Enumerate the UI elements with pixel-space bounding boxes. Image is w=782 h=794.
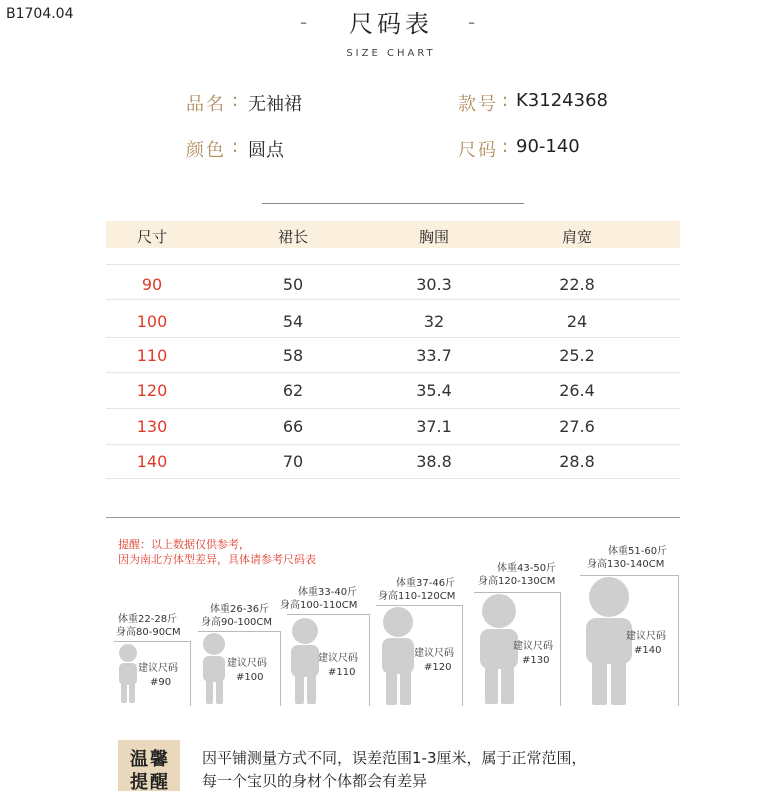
cell-shoulder: 24 xyxy=(566,312,588,331)
figure-height: 身高130-140CM xyxy=(587,559,665,570)
section-divider xyxy=(106,517,680,518)
figure-height: 身高110-120CM xyxy=(378,591,456,602)
cell-chest: 38.8 xyxy=(416,452,452,471)
figure-weight: 体重22-28斤 xyxy=(118,614,178,625)
name-colon: : xyxy=(232,90,239,111)
tip-line-1: 因平铺测量方式不同，误差范围1-3厘米，属于正常范围， xyxy=(202,749,587,767)
header-length: 裙长 xyxy=(277,228,308,246)
cell-shoulder: 22.8 xyxy=(559,275,595,294)
figure-weight: 体重43-50斤 xyxy=(497,563,557,574)
color-label: 颜色 xyxy=(186,140,226,161)
figure-suggest: 建议尺码 xyxy=(626,631,666,642)
cell-chest: 30.3 xyxy=(416,275,452,294)
cell-shoulder: 25.2 xyxy=(559,346,595,365)
row-divider xyxy=(106,299,680,300)
cell-length: 62 xyxy=(282,381,304,400)
figure-height: 身高90-100CM xyxy=(201,617,273,628)
cell-length: 70 xyxy=(282,452,304,471)
figure-size: #90 xyxy=(150,677,172,688)
notice-line-1: 提醒：以上数据仅供参考， xyxy=(118,538,250,551)
figure-suggest: 建议尺码 xyxy=(513,641,553,652)
row-divider xyxy=(106,337,680,338)
cell-shoulder: 28.8 xyxy=(559,452,595,471)
size-colon: : xyxy=(502,136,509,157)
cell-length: 66 xyxy=(282,417,304,436)
cell-size: 140 xyxy=(136,452,168,471)
title-dash-left: - xyxy=(300,10,308,34)
figure-weight: 体重33-40斤 xyxy=(298,587,358,598)
figure-size: #100 xyxy=(236,672,264,683)
code-label: 款号 xyxy=(458,94,498,115)
tip-title-1: 温馨 xyxy=(130,749,170,770)
color-colon: : xyxy=(232,136,239,157)
figure-weight: 体重51-60斤 xyxy=(608,546,668,557)
name-value: 无袖裙 xyxy=(248,94,302,115)
code-colon: : xyxy=(502,90,509,111)
cell-size: 110 xyxy=(136,346,168,365)
page-subtitle: SIZE CHART xyxy=(346,48,436,59)
cell-size: 130 xyxy=(136,417,168,436)
tip-title-2: 提醒 xyxy=(130,772,170,793)
row-divider xyxy=(106,264,680,265)
page-title: 尺码表 xyxy=(349,10,433,38)
row-divider xyxy=(106,408,680,409)
figure-suggest: 建议尺码 xyxy=(138,663,178,674)
cell-size: 90 xyxy=(141,275,163,294)
color-value: 圆点 xyxy=(248,140,284,161)
size-label: 尺码 xyxy=(458,140,498,161)
title-dash-right: - xyxy=(468,10,476,34)
figure-height: 身高80-90CM xyxy=(116,627,181,638)
figure-size: #130 xyxy=(522,655,550,666)
cell-length: 58 xyxy=(282,346,304,365)
figure-suggest: 建议尺码 xyxy=(227,658,267,669)
tip-line-2: 每一个宝贝的身材个体都会有差异 xyxy=(202,772,428,790)
header-shoulder: 肩宽 xyxy=(561,228,592,246)
figure-suggest: 建议尺码 xyxy=(318,653,358,664)
cell-chest: 35.4 xyxy=(416,381,452,400)
row-divider xyxy=(106,444,680,445)
cell-chest: 33.7 xyxy=(416,346,452,365)
notice-line-2: 因为南北方体型差异，具体请参考尺码表 xyxy=(118,553,316,566)
figure-size: #110 xyxy=(328,667,356,678)
cell-shoulder: 26.4 xyxy=(559,381,595,400)
header-chest: 胸围 xyxy=(418,228,449,246)
cell-chest: 32 xyxy=(423,312,445,331)
divider-line xyxy=(262,203,524,204)
figure-size: #120 xyxy=(424,662,452,673)
figure-suggest: 建议尺码 xyxy=(414,648,454,659)
name-label: 品名 xyxy=(186,94,226,115)
row-divider xyxy=(106,478,680,479)
size-value: 90-140 xyxy=(516,136,580,157)
cell-chest: 37.1 xyxy=(416,417,452,436)
cell-size: 100 xyxy=(136,312,168,331)
product-code: B1704.04 xyxy=(6,6,74,22)
figure-weight: 体重26-36斤 xyxy=(210,604,270,615)
header-size: 尺寸 xyxy=(136,228,167,246)
figure-size: #140 xyxy=(634,645,662,656)
cell-size: 120 xyxy=(136,381,168,400)
figure-height: 身高120-130CM xyxy=(478,576,556,587)
cell-shoulder: 27.6 xyxy=(559,417,595,436)
row-divider xyxy=(106,372,680,373)
cell-length: 50 xyxy=(282,275,304,294)
figure-height: 身高100-110CM xyxy=(280,600,358,611)
figure-weight: 体重37-46斤 xyxy=(396,578,456,589)
cell-length: 54 xyxy=(282,312,304,331)
code-value: K3124368 xyxy=(516,90,608,111)
